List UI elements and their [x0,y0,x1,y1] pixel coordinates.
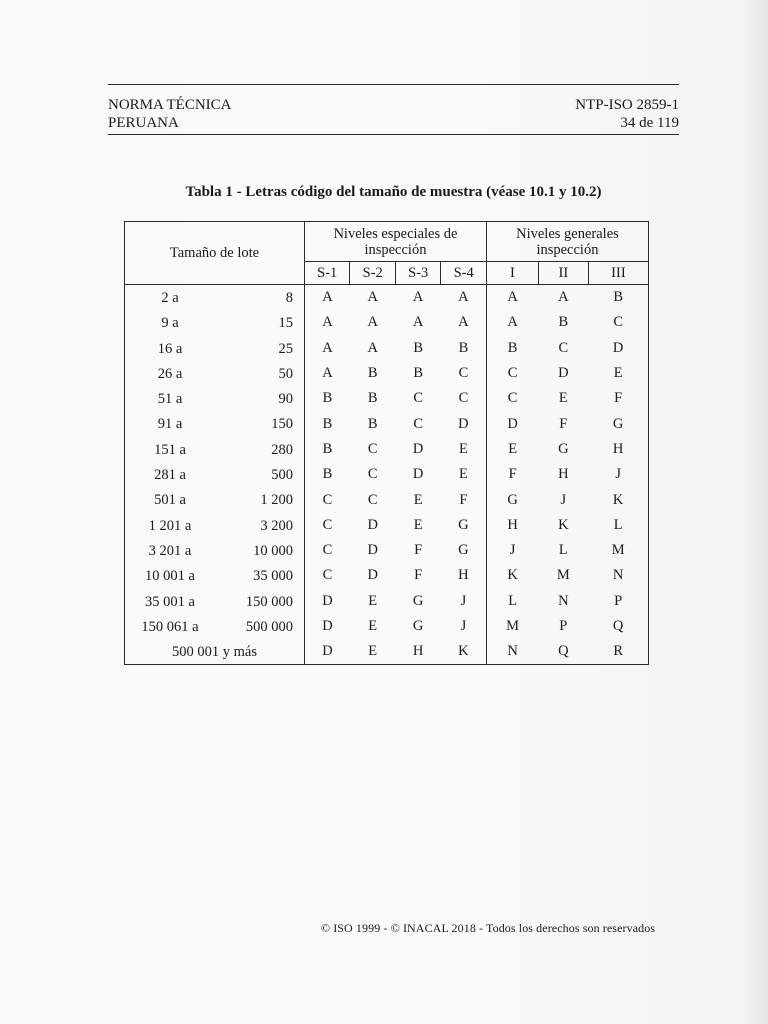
lot-size-to: 90 [278,391,293,408]
code-letter-cell: A [322,365,333,382]
code-letter-cell: A [322,314,333,331]
code-letter-cell: E [368,643,378,660]
code-letter-cell: D [412,466,424,483]
code-letter-cell: C [367,466,378,483]
general-levels-header: Niveles generales inspección [486,222,648,262]
code-letter-cell: J [615,466,621,483]
special-levels-header: Niveles especiales de inspección [305,222,487,262]
code-letter-cell: A [367,339,378,356]
table-row [125,361,649,386]
code-letter-cell: C [413,415,423,432]
copyright-footer [0,921,768,936]
table-row [125,563,649,588]
lot-size-to: 150 [271,416,293,433]
code-letter-cell: K [507,567,518,584]
lot-size-from: 2 a [161,290,179,306]
lot-size-from: 51 a [157,391,183,408]
code-letter-cell: H [441,563,486,588]
code-letter-cell: N [558,592,569,609]
code-letter-cell: B [322,440,333,457]
lot-size-to: 15 [278,315,293,332]
table-caption: Tabla 1 - Letras código del tamaño de muestra (véase 10.1 y 10.2) [185,184,602,200]
table-row [125,614,649,639]
table-row [125,437,649,462]
lot-size-to: 500 [271,467,293,484]
lot-size-range: 500 001 y más [172,644,257,661]
table-row [125,285,649,311]
code-letter-cell: B [322,415,333,432]
lot-size-cell [125,361,305,386]
code-letter-cell: P [614,592,623,609]
code-letter-cell: K [441,639,486,665]
code-letter-cell: G [441,513,486,538]
code-letter-cell: C [322,567,333,584]
code-header-ii: II [538,262,588,285]
code-letter-cell: A [367,289,378,306]
code-letter-cell: B [367,365,378,382]
code-letter-cell: F [441,487,486,512]
code-letter-cell: E [413,491,423,508]
table-row [125,538,649,563]
code-letter-cell: D [322,618,333,634]
lot-size-to: 25 [278,340,293,357]
code-letter-cell: F [614,390,623,407]
lot-size-cell [125,386,305,411]
code-letter-cell: B [558,314,569,331]
code-letter-cell: L [558,542,568,559]
lot-size-cell [125,310,305,335]
table-body [125,285,649,665]
table-row [125,411,649,436]
table-row [125,487,649,512]
code-letter-cell: A [507,314,518,331]
code-letter-cell: C [322,542,333,559]
lot-size-cell [125,336,305,361]
code-letter-cell: J [509,542,516,559]
lot-size-to: 10 000 [253,542,293,559]
code-header-iii: III [588,262,648,285]
code-letter-cell: Q [558,643,569,660]
code-letter-cell: J [560,491,567,508]
code-letter-cell: D [558,365,569,382]
code-letter-cell: A [367,314,378,331]
code-letter-cell: F [559,415,568,432]
code-letter-cell: J [441,589,486,614]
code-letter-cell: N [507,643,518,660]
lot-size-cell [125,437,305,462]
code-letter-cell: D [322,592,333,609]
code-letter-cell: A [507,289,518,306]
header-rule [108,134,679,135]
code-letter-cell: C [507,390,518,407]
code-letter-cell: C [441,386,486,411]
code-letter-cell: E [441,437,486,462]
lot-size-cell [125,563,305,588]
code-letter-cell: A [322,289,333,306]
code-letter-cell: E [508,440,518,457]
code-letter-cell: H [412,643,424,660]
code-letter-cell: M [611,542,625,559]
code-letter-cell: A [441,285,486,311]
code-letter-cell: E [413,516,423,533]
code-letter-cell: M [506,618,520,634]
code-letter-cell: D [412,440,424,457]
table-row [125,310,649,335]
code-letter-cell: C [558,339,569,356]
code-letter-cell: Q [612,618,624,634]
code-letter-cell: D [612,339,624,356]
lot-size-from: 281 a [154,467,186,484]
lot-size-header: Tamaño de lote [125,222,305,285]
lot-size-cell [125,285,305,311]
lot-size-from: 9 a [161,315,179,332]
code-letter-cell: D [507,415,518,432]
lot-size-from: 1 201 a [148,517,192,534]
code-letter-cell: L [613,516,623,533]
code-letter-cell: B [413,339,423,356]
header-right [575,96,679,132]
code-letter-cell: C [322,516,333,533]
code-letter-cell: R [613,643,623,660]
header-title-line2: PERUANA [108,115,179,131]
code-header-s2: S-2 [350,262,395,285]
code-letter-cell: C [441,361,486,386]
lot-size-to: 150 000 [245,593,293,610]
code-letter-cell: E [368,618,378,634]
table-row [125,386,649,411]
lot-size-cell [125,589,305,614]
lot-size-to: 3 200 [260,517,293,534]
code-letter-cell: B [367,415,378,432]
table-row [125,462,649,487]
code-header-i: I [486,262,538,285]
code-letter-cell: G [612,415,624,432]
code-letter-cell: G [441,538,486,563]
lot-size-cell [125,513,305,538]
lot-size-from: 16 a [157,340,183,357]
code-letter-cell: B [441,336,486,361]
copyright-text: © ISO 1999 - © INACAL 2018 - Todos los derechos son reservados [320,921,656,935]
code-letter-cell: M [556,567,570,584]
table-row [125,336,649,361]
code-letter-cell: C [413,390,423,407]
header-title-line1: NORMA TÉCNICA [108,97,232,113]
standard-code: NTP-ISO 2859-1 [575,97,679,113]
code-letter-cell: B [322,466,333,483]
code-letter-cell: B [613,289,623,306]
lot-size-from: 10 001 a [145,568,195,585]
code-letter-cell: C [507,365,518,382]
code-letter-cell: D [441,411,486,436]
code-header-s3: S-3 [395,262,440,285]
code-letter-cell: G [507,491,518,508]
code-letter-cell: K [612,491,624,508]
code-letter-cell: G [412,592,424,609]
code-letter-cell: A [322,339,333,356]
lot-size-cell [125,462,305,487]
code-letter-cell: K [558,516,569,533]
lot-size-to: 35 000 [253,568,293,585]
lot-size-to: 8 [285,290,293,306]
header-left [108,96,232,132]
page-number: 34 de 119 [620,115,679,131]
code-letter-cell: B [507,339,518,356]
code-letter-cell: E [441,462,486,487]
code-letter-cell: E [368,592,378,609]
code-header-s4: S-4 [441,262,486,285]
lot-size-from: 91 a [157,416,183,433]
code-letter-cell: L [508,592,518,609]
code-letter-cell: A [412,314,424,331]
lot-size-from: 501 a [154,492,186,509]
code-letter-cell: G [558,440,569,457]
lot-size-from: 150 061 a [141,618,199,635]
table-row [125,639,649,665]
lot-size-from: 151 a [154,441,186,458]
table-row [125,513,649,538]
lot-size-from: 26 a [157,365,183,382]
lot-size-to: 280 [271,441,293,458]
lot-size-cell [125,639,305,665]
code-letter-cell: A [412,289,424,306]
code-letter-cell: P [559,618,568,634]
code-letter-cell: C [367,440,378,457]
code-letter-cell: H [558,466,569,483]
lot-size-from: 35 001 a [145,593,195,610]
lot-size-to: 1 200 [260,492,293,509]
code-letter-cell: D [367,516,378,533]
code-letter-cell: E [558,390,568,407]
lot-size-cell [125,614,305,639]
code-letter-cell: D [322,643,333,660]
code-letter-cell: F [414,542,423,559]
code-letter-cell: F [508,466,517,483]
code-header-s1: S-1 [305,262,350,285]
code-letter-cell: A [558,289,569,306]
lot-size-from: 3 201 a [148,542,192,559]
lot-size-cell [125,538,305,563]
code-letter-cell: G [412,618,424,634]
lot-size-cell [125,487,305,512]
code-letter-cell: C [367,491,378,508]
code-letter-cell: N [612,567,624,584]
lot-size-to: 50 [278,365,293,382]
sample-size-code-table [124,221,649,665]
code-letter-cell: D [367,567,378,584]
code-letter-cell: H [507,516,518,533]
code-letter-cell: A [441,310,486,335]
code-letter-cell: B [367,390,378,407]
code-letter-cell: B [413,365,423,382]
code-letter-cell: J [441,614,486,639]
code-letter-cell: E [613,365,623,382]
code-letter-cell: C [322,491,333,508]
table-row [125,589,649,614]
code-letter-cell: B [322,390,333,407]
code-letter-cell: H [612,440,624,457]
code-letter-cell: D [367,542,378,559]
lot-size-cell [125,411,305,436]
code-letter-cell: C [613,314,623,331]
code-letter-cell: F [414,567,423,584]
top-rule [108,84,679,85]
lot-size-to: 500 000 [245,618,293,635]
